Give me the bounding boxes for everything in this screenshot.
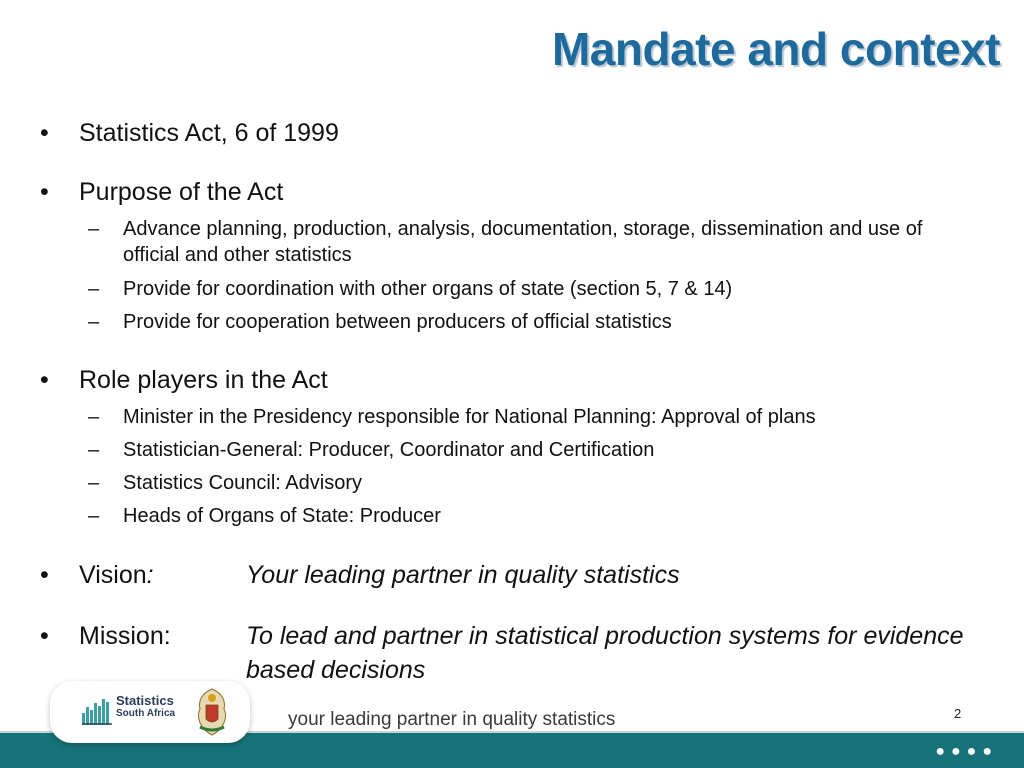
- page-number: 2: [954, 706, 962, 721]
- bar-chart-logo-icon: [82, 695, 112, 725]
- sub-bullet-marker: –: [88, 505, 100, 527]
- vision-label: Vision: [79, 561, 147, 589]
- vision-label-wrap: [79, 560, 154, 590]
- sub-bullet-text: Statistician-General: Producer, Coordinator and Certification: [123, 439, 655, 461]
- vision-text: Your leading partner in quality statistics: [246, 561, 680, 589]
- mission-label: Mission:: [79, 622, 171, 650]
- vision-colon: :: [146, 561, 154, 589]
- footer-dots-icon: ●●●●: [935, 743, 998, 760]
- bullet-marker: •: [40, 178, 49, 206]
- sub-bullet-marker: –: [88, 406, 100, 428]
- sub-bullet-item: [88, 404, 978, 430]
- sub-bullet-text: Statistics Council: Advisory: [123, 472, 362, 494]
- logo-line2: South Africa: [116, 708, 176, 719]
- sub-bullet-text: Minister in the Presidency responsible for National Planning: Approval of plans: [123, 406, 816, 428]
- sub-bullet-marker: –: [88, 278, 100, 300]
- sub-bullet-item: [88, 503, 978, 529]
- bullet-text: Purpose of the Act: [79, 178, 284, 206]
- coat-of-arms-icon: [192, 687, 232, 737]
- sub-bullet-item: [88, 309, 978, 335]
- bullet-text: Role players in the Act: [79, 366, 328, 394]
- slide-title: Mandate and context: [551, 23, 1000, 75]
- sub-bullet-item: [88, 437, 978, 463]
- bullet-text: Statistics Act, 6 of 1999: [79, 119, 339, 147]
- sub-bullet-item: [88, 216, 978, 268]
- mission-text: To lead and partner in statistical production systems for evidence based decisions: [246, 622, 964, 684]
- footer-tagline: your leading partner in quality statistics: [288, 709, 616, 730]
- sub-bullet-text: Provide for coordination with other organs of state (section 5, 7 & 14): [123, 278, 733, 300]
- bullet-marker: •: [40, 622, 49, 650]
- logo-line1: Statistics: [116, 693, 174, 708]
- bullet-marker: •: [40, 119, 49, 147]
- sub-bullet-marker: –: [88, 472, 100, 494]
- sub-bullet-text: Heads of Organs of State: Producer: [123, 505, 441, 527]
- sub-bullet-item: [88, 276, 978, 302]
- bullet-marker: •: [40, 366, 49, 394]
- sub-bullet-marker: –: [88, 311, 100, 333]
- sub-bullet-marker: –: [88, 439, 100, 461]
- stats-sa-logo: [50, 681, 250, 743]
- sub-bullet-marker: –: [88, 218, 100, 240]
- sub-bullet-item: [88, 470, 978, 496]
- sub-bullet-text: Provide for cooperation between producers of official statistics: [123, 311, 672, 333]
- bullet-marker: •: [40, 561, 49, 589]
- sub-bullet-text: Advance planning, production, analysis, documentation, storage, dissemination and use of official and other statistics: [123, 218, 923, 266]
